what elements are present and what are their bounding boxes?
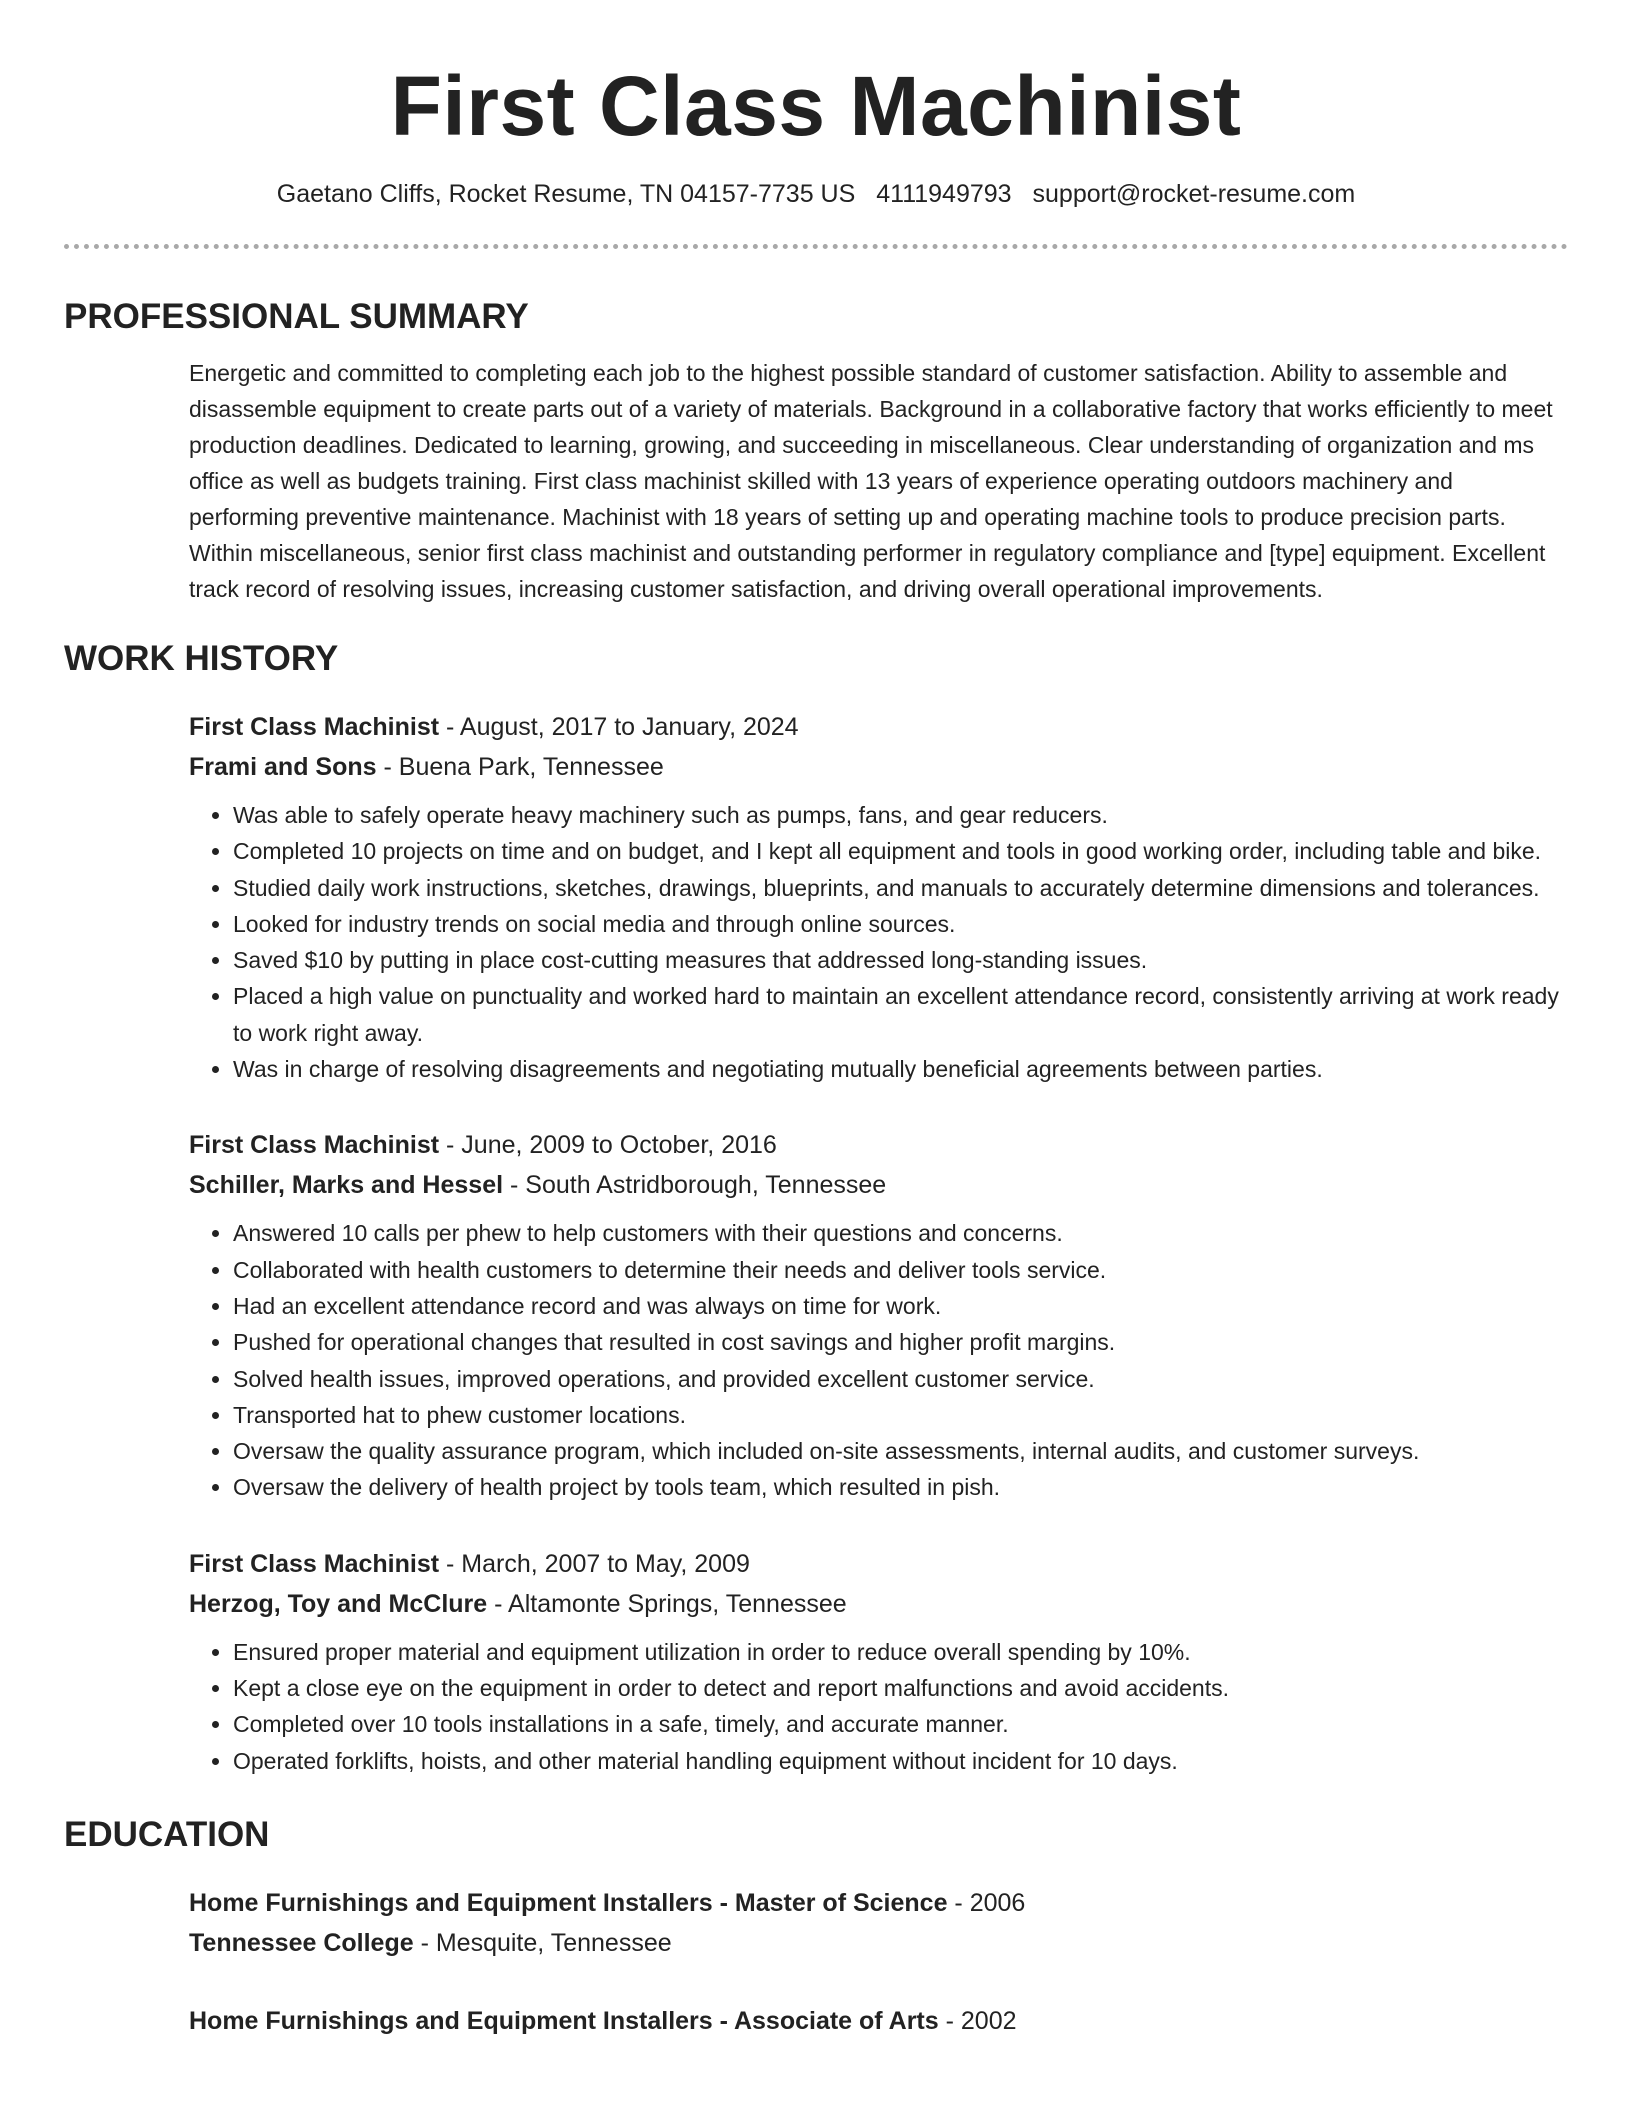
job-dates: - June, 2009 to October, 2016	[439, 1131, 777, 1160]
job-title-line	[189, 1125, 1568, 1165]
education-entry	[189, 1883, 1568, 1963]
job-bullet: • Oversaw the delivery of health project by tools team, which resulted in pish.	[233, 1469, 1568, 1505]
job-bullet: • Ensured proper material and equipment utilization in order to reduce overall spending by 10%.	[233, 1634, 1568, 1670]
resume-page	[64, 0, 1568, 2041]
job-bullet: • Pushed for operational changes that resulted in cost savings and higher profit margins.	[233, 1324, 1568, 1360]
education-degree-line	[189, 1883, 1568, 1923]
job-bullets	[189, 797, 1568, 1087]
education-degree: Home Furnishings and Equipment Installers - Associate of Arts	[189, 2006, 939, 2035]
job-bullet: • Completed over 10 tools installations in a safe, timely, and accurate manner.	[233, 1706, 1568, 1742]
job-title-line	[189, 1544, 1568, 1584]
job-bullet: • Operated forklifts, hoists, and other material handling equipment without incident for 10 days.	[233, 1743, 1568, 1779]
job-title-line	[189, 707, 1568, 747]
resume-title: First Class Machinist	[390, 59, 1242, 153]
education-year: - 2002	[938, 2006, 1017, 2035]
job-location: - Buena Park, Tennessee	[376, 753, 664, 781]
job-company-line	[189, 747, 1568, 787]
job-entry	[189, 1125, 1568, 1505]
job-bullet: • Was able to safely operate heavy machinery such as pumps, fans, and gear reducers.	[233, 797, 1568, 833]
job-bullet: • Studied daily work instructions, sketches, drawings, blueprints, and manuals to accurately determine dimensions and tolerances.	[233, 870, 1568, 906]
job-location: - South Astridborough, Tennessee	[503, 1171, 887, 1200]
education-heading: EDUCATION	[64, 1814, 270, 1854]
job-bullet: • Answered 10 calls per phew to help customers with their questions and concerns.	[233, 1215, 1568, 1251]
contact-phone: 4111949793	[876, 180, 1012, 208]
job-bullet: • Completed 10 projects on time and on budget, and I kept all equipment and tools in good working order, including table and bike.	[233, 833, 1568, 869]
education-degree-line	[189, 2001, 1568, 2041]
job-company: Herzog, Toy and McClure	[189, 1589, 488, 1618]
work-history-section	[64, 637, 1568, 1779]
job-bullet: • Had an excellent attendance record and was always on time for work.	[233, 1288, 1568, 1324]
header-divider	[64, 244, 1568, 249]
contact-line	[64, 178, 1568, 210]
job-bullet: • Transported hat to phew customer locations.	[233, 1397, 1568, 1433]
job-bullet: • Solved health issues, improved operations, and provided excellent customer service.	[233, 1361, 1568, 1397]
summary-section	[64, 295, 1568, 607]
job-bullets	[189, 1634, 1568, 1779]
contact-email: support@rocket-resume.com	[1032, 180, 1356, 208]
education-school: Tennessee College	[189, 1928, 414, 1957]
job-role: First Class Machinist	[189, 1131, 440, 1160]
education-entry	[189, 2001, 1568, 2041]
job-bullets	[189, 1215, 1568, 1505]
job-entry	[189, 707, 1568, 1087]
job-bullet: • Collaborated with health customers to determine their needs and deliver tools service.	[233, 1252, 1568, 1288]
job-dates: - March, 2007 to May, 2009	[439, 1549, 750, 1578]
job-bullet: • Oversaw the quality assurance program, which included on-site assessments, internal audits, and customer surveys.	[233, 1433, 1568, 1469]
job-company: Schiller, Marks and Hessel	[189, 1171, 504, 1200]
job-company-line	[189, 1165, 1568, 1205]
job-company-line	[189, 1584, 1568, 1624]
job-location: - Altamonte Springs, Tennessee	[487, 1589, 847, 1618]
summary-heading: PROFESSIONAL SUMMARY	[64, 297, 529, 336]
job-role: First Class Machinist	[189, 713, 440, 741]
education-year: - 2006	[947, 1888, 1026, 1917]
job-entry	[189, 1544, 1568, 1779]
job-bullet: • Was in charge of resolving disagreements and negotiating mutually beneficial agreements between parties.	[233, 1051, 1568, 1087]
education-school-line	[189, 1923, 1568, 1963]
education-degree: Home Furnishings and Equipment Installers - Master of Science	[189, 1888, 948, 1917]
job-company: Frami and Sons	[189, 753, 377, 781]
job-bullet: • Placed a high value on punctuality and worked hard to maintain an excellent attendance record, consistently arriving at work ready to work right away.	[233, 978, 1568, 1051]
summary-text: Energetic and committed to completing each job to the highest possible standard of customer satisfaction. Ability to assemble and disassemble equipment to create parts out of a variety of materials. Background in a collaborative factory that works efficiently to meet production deadlines. Dedicated to learning, growing, and succeeding in miscellaneous. Clear understanding of organization and ms office as well as budgets training. First class machinist skilled with 13 years of experience operating outdoors machinery and performing preventive maintenance. Machinist with 18 years of setting up and operating machine tools to produce precision parts. Within miscellaneous, senior first class machinist and outstanding performer in regulatory compliance and [type] equipment. Excellent track record of resolving issues, increasing customer satisfaction, and driving overall operational improvements.	[189, 360, 1553, 602]
education-location: - Mesquite, Tennessee	[413, 1928, 672, 1957]
job-role: First Class Machinist	[189, 1549, 440, 1578]
work-history-heading: WORK HISTORY	[64, 639, 339, 678]
job-dates: - August, 2017 to January, 2024	[439, 713, 799, 741]
education-section	[64, 1813, 1568, 2041]
job-bullet: • Kept a close eye on the equipment in order to detect and report malfunctions and avoid accidents.	[233, 1670, 1568, 1706]
job-bullet: • Looked for industry trends on social media and through online sources.	[233, 906, 1568, 942]
contact-address: Gaetano Cliffs, Rocket Resume, TN 04157-7735 US	[276, 180, 856, 208]
job-bullet: • Saved $10 by putting in place cost-cutting measures that addressed long-standing issues.	[233, 942, 1568, 978]
